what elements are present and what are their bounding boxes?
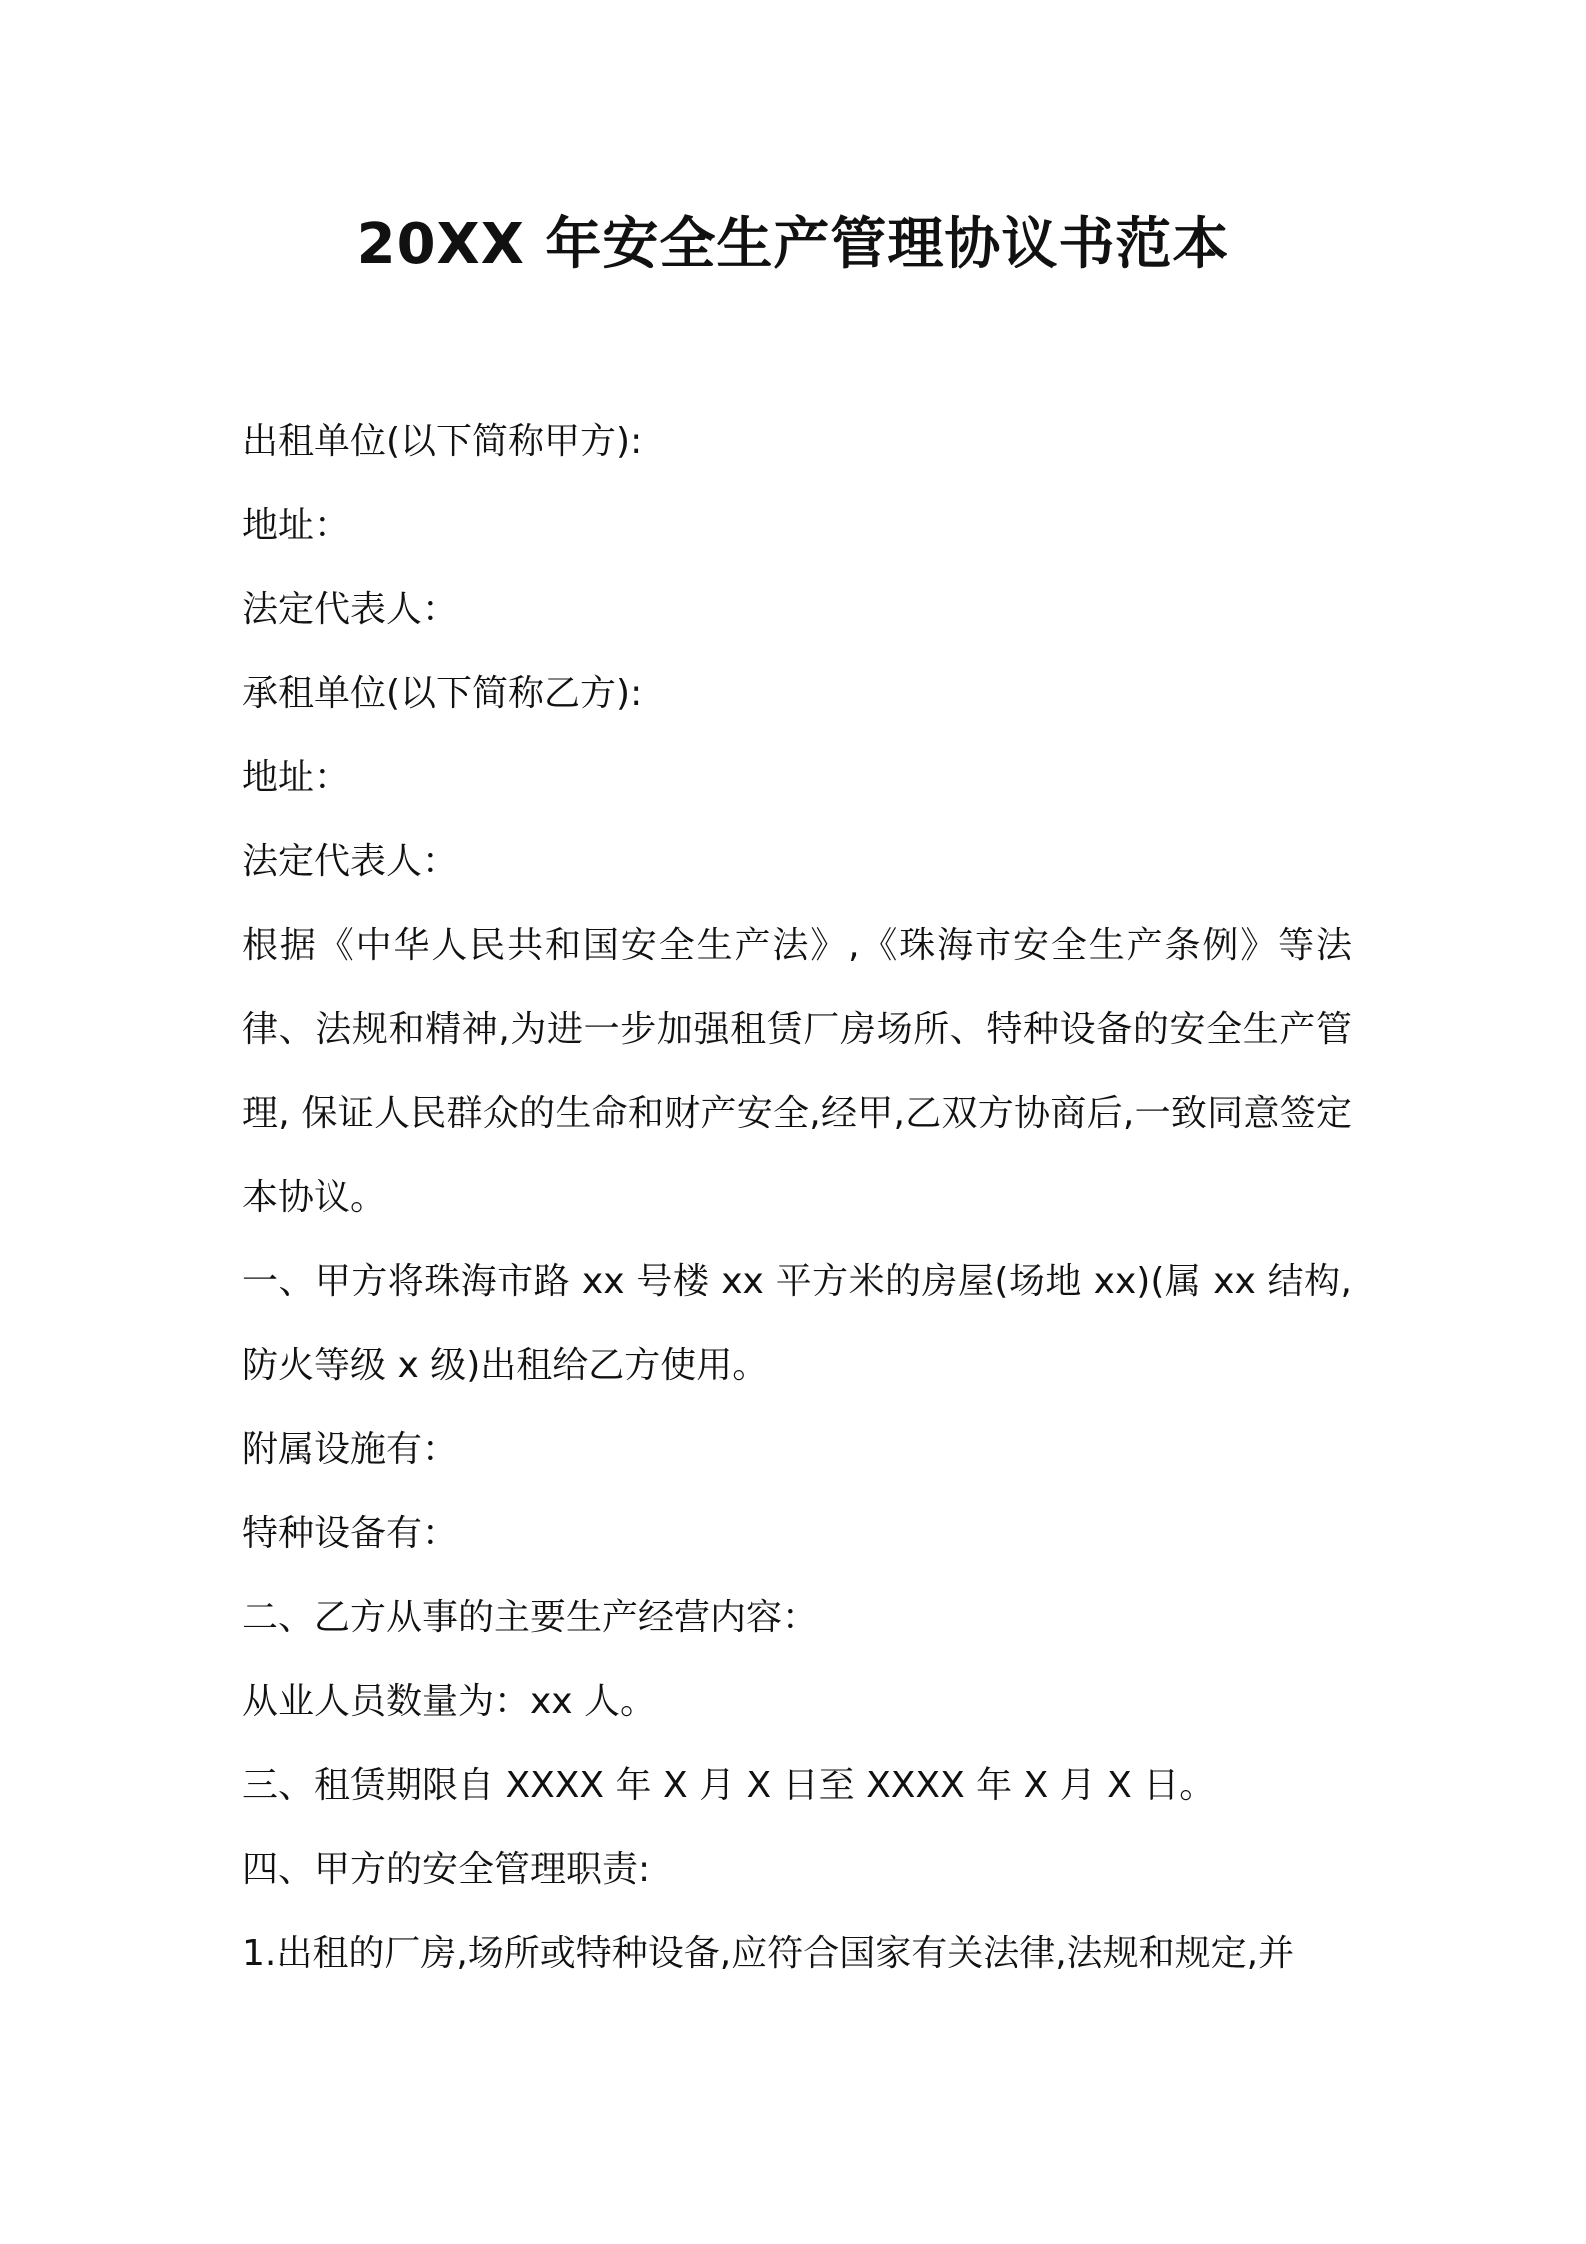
- facilities-line: 附属设施有：: [242, 1429, 459, 1470]
- lessee-address-line: 地址：: [242, 757, 351, 798]
- clause-4-line: 四、甲方的安全管理职责:: [242, 1849, 651, 1890]
- lessor-address-line: 地址：: [242, 505, 351, 546]
- lessor-representative-line: 法定代表人：: [242, 589, 459, 630]
- lessee-representative-line: 法定代表人：: [242, 841, 459, 882]
- staff-count-line: 从业人员数量为：xx 人。: [242, 1681, 657, 1722]
- item-4-1-line: 1.出租的厂房,场所或特种设备,应符合国家有关法律,法规和规定,并: [242, 1933, 1295, 1974]
- document-body: [242, 400, 1352, 1996]
- document-title: 20XX 年安全生产管理协议书范本: [356, 212, 1230, 277]
- lessor-line: 出租单位(以下简称甲方):: [242, 421, 643, 462]
- basis-paragraph: 根据《中华人民共和国安全生产法》,《珠海市安全生产条例》等法律、法规和精神,为进一步加强租赁厂房场所、特种设备的安全生产管理, 保证人民群众的生命和财产安全,经甲,乙双方协商后,一致同意签定本协议。: [242, 925, 1352, 1218]
- clause-3-line: 三、租赁期限自 XXXX 年 X 月 X 日至 XXXX 年 X 月 X 日。: [242, 1765, 1216, 1806]
- clause-1-paragraph: 一、甲方将珠海市路 xx 号楼 xx 平方米的房屋(场地 xx)(属 xx 结构,防火等级 x 级)出租给乙方使用。: [242, 1261, 1352, 1386]
- lessee-line: 承租单位(以下简称乙方):: [242, 673, 643, 714]
- clause-2-line: 二、乙方从事的主要生产经营内容：: [242, 1597, 819, 1638]
- special-equipment-line: 特种设备有：: [242, 1513, 459, 1554]
